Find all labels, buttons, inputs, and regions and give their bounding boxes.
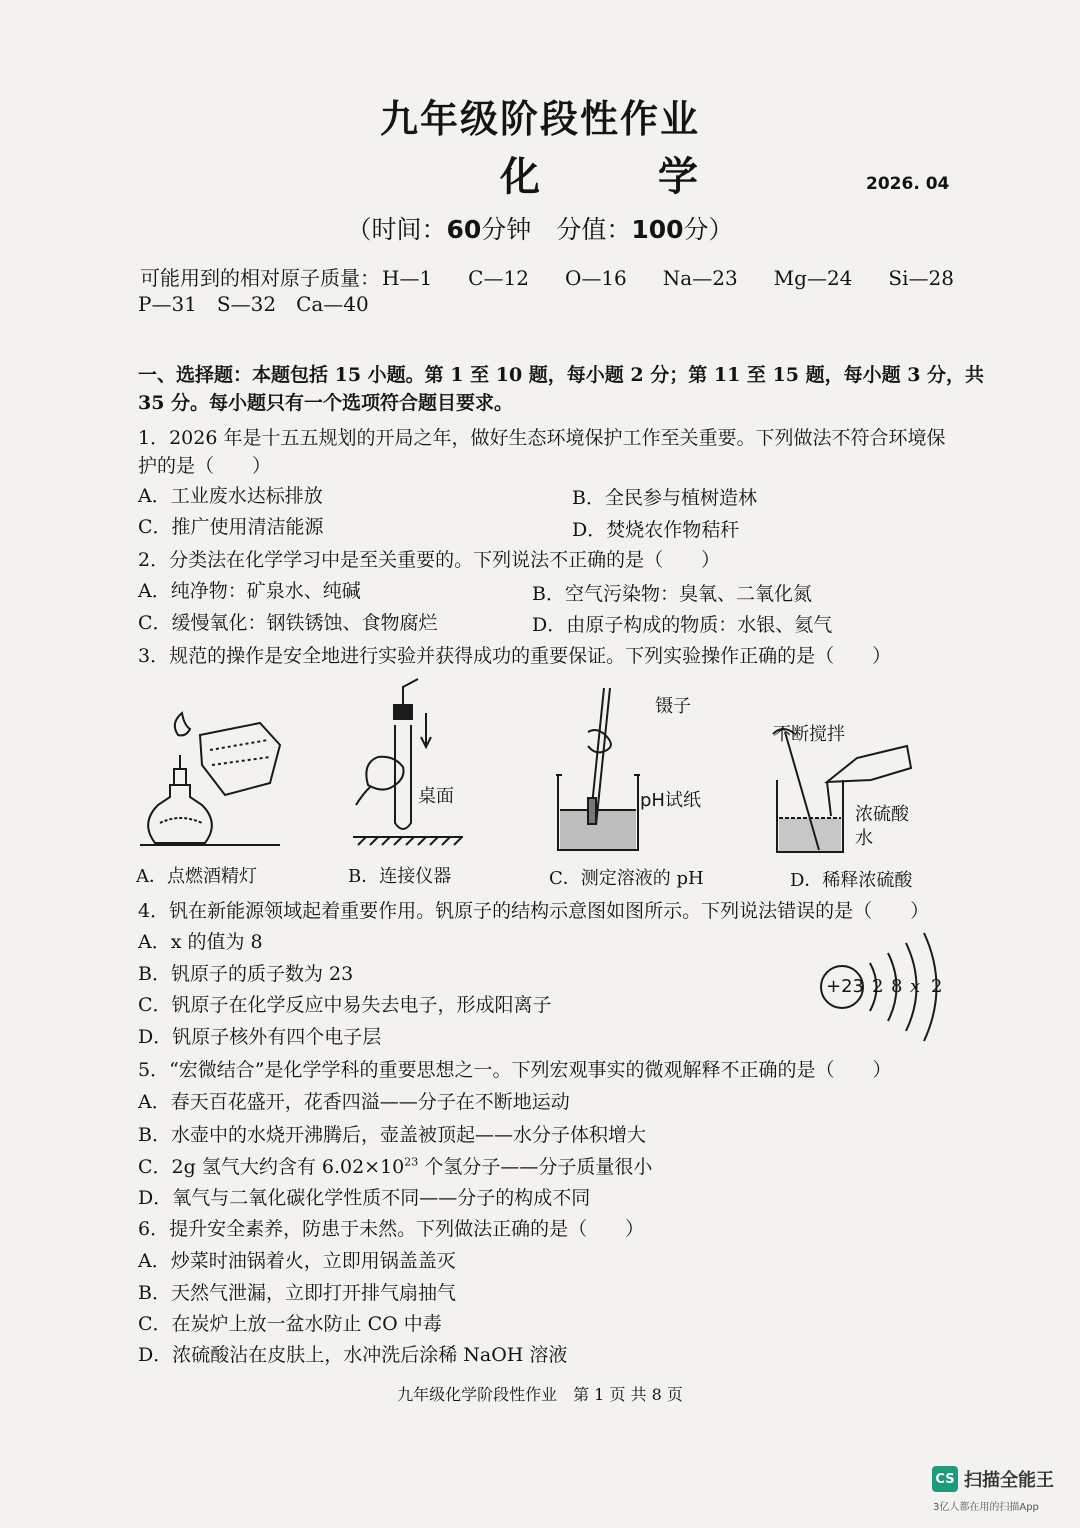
q3-option-d: D．稀释浓硫酸	[790, 870, 913, 891]
nucleus-charge: +23	[826, 976, 864, 997]
question-5-stem: 5．“宏微结合”是化学学科的重要思想之一。下列宏观事实的微观解释不正确的是（ ）	[138, 1059, 892, 1081]
time-score-info: （时间：60分钟 分值：100分）	[346, 215, 734, 244]
q4-option-d: D．钒原子核外有四个电子层	[138, 1026, 382, 1048]
q5-option-d: D．氧气与二氧化碳化学性质不同——分子的构成不同	[138, 1187, 591, 1209]
question-3-stem: 3．规范的操作是安全地进行实验并获得成功的重要保证。下列实验操作正确的是（ ）	[138, 645, 892, 667]
q2-option-d: D．由原子构成的物质：水银、氦气	[532, 614, 833, 636]
q5-option-a: A．春天百花盛开，花香四溢——分子在不断地运动	[138, 1091, 570, 1113]
q1-option-b: B．全民参与植树造林	[572, 487, 757, 509]
desk-label: 桌面	[418, 786, 454, 807]
subject-title: 化 学	[500, 154, 750, 200]
page-footer: 九年级化学阶段性作业 第 1 页 共 8 页	[397, 1385, 683, 1404]
q1-option-d: D．焚烧农作物秸秆	[572, 519, 740, 541]
scanner-tagline: 3亿人都在用的扫描App	[933, 1502, 1039, 1513]
q2-option-c: C．缓慢氧化：钢铁锈蚀、食物腐烂	[138, 612, 438, 634]
question-1-stem: 1．2026 年是十五五规划的开局之年，做好生态环境保护工作至关重要。下列做法不符合环境保	[138, 427, 946, 449]
q1-option-a: A．工业废水达标排放	[138, 485, 323, 507]
q2-option-b: B．空气污染物：臭氧、二氧化氮	[532, 583, 812, 605]
test-tube-figure	[348, 675, 468, 850]
exam-date: 2026. 04	[866, 174, 950, 194]
water-label: 水	[855, 828, 873, 849]
question-2-stem: 2．分类法在化学学习中是至关重要的。下列说法不正确的是（ ）	[138, 549, 721, 571]
shell-4-electrons: 2	[931, 976, 943, 997]
acid-label: 浓硫酸	[855, 804, 909, 825]
scanner-watermark	[932, 1466, 1054, 1492]
shell-1-electrons: 2	[872, 976, 884, 997]
q4-option-c: C．钒原子在化学反应中易失去电子，形成阳离子	[138, 994, 552, 1016]
section-heading: 一、选择题：本题包括 15 小题。第 1 至 10 题，每小题 2 分；第 11 至 15 题，每小题 3 分，共	[138, 364, 985, 386]
q4-option-b: B．钒原子的质子数为 23	[138, 963, 354, 985]
atomic-masses-row2: P—31 S—32 Ca—40	[138, 292, 369, 316]
shell-3-electrons: x	[910, 976, 921, 997]
q3-option-b: B．连接仪器	[348, 866, 452, 887]
scanner-app-name: 扫描全能王	[964, 1470, 1054, 1491]
q6-option-d: D．浓硫酸沾在皮肤上，水冲洗后涂稀 NaOH 溶液	[138, 1344, 568, 1366]
q5-option-c: C．2g 氢气大约含有 $6.02\times 10^{23}$ 个氢分子——分子质量很小	[138, 1155, 653, 1178]
q6-option-a: A．炒菜时油锅着火，立即用锅盖盖灭	[138, 1250, 456, 1272]
ph-test-figure	[552, 680, 647, 860]
alcohol-lamp-figure	[130, 705, 290, 855]
q4-option-a: A．x 的值为 8	[138, 931, 263, 953]
tweezers-label: 镊子	[655, 696, 691, 717]
question-6-stem: 6．提升安全素养，防患于未然。下列做法正确的是（ ）	[138, 1218, 645, 1240]
shell-2-electrons: 8	[891, 976, 903, 997]
camscanner-logo-icon: CS	[932, 1466, 958, 1492]
question-4-stem: 4．钒在新能源领域起着重要作用。钒原子的结构示意图如图所示。下列说法错误的是（ ）	[138, 900, 930, 922]
question-1-stem-cont: 护的是（ ）	[138, 455, 272, 477]
ph-paper-label: pH试纸	[640, 790, 701, 811]
page-title: 九年级阶段性作业	[379, 97, 700, 141]
q2-option-a: A．纯净物：矿泉水、纯碱	[138, 580, 361, 602]
q6-option-b: B．天然气泄漏，立即打开排气扇抽气	[138, 1282, 456, 1304]
vanadium-atom-diagram	[815, 925, 950, 1050]
section-heading-cont: 35 分。每小题只有一个选项符合题目要求。	[138, 392, 514, 414]
q6-option-c: C．在炭炉上放一盆水防止 CO 中毒	[138, 1313, 442, 1335]
q5-option-b: B．水壶中的水烧开沸腾后，壶盖被顶起——水分子体积增大	[138, 1124, 646, 1146]
q3-option-a: A．点燃酒精灯	[136, 866, 257, 887]
stir-label: 不断搅拌	[773, 724, 845, 745]
q3-option-c: C．测定溶液的 pH	[549, 868, 704, 889]
atomic-masses: 可能用到的相对原子质量： H—1 C—12 O—16 Na—23 Mg—24 Si—28	[140, 266, 954, 290]
q1-option-c: C．推广使用清洁能源	[138, 516, 324, 538]
